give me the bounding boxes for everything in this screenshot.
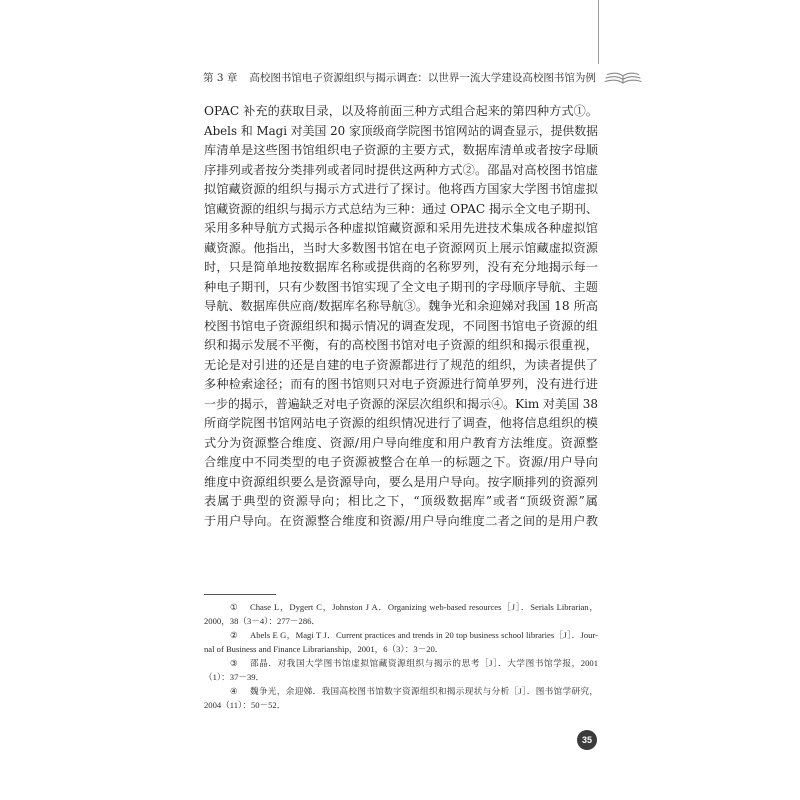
footnote-first-line [204, 629, 598, 643]
footnote-line: Abels E G，Magi T J．Current practices and trends in 20 top business school libraries［J］．Jour- [250, 630, 598, 640]
body-line: 拟馆藏资源的组织与揭示方式进行了探讨。他将西方国家大学图书馆虚拟 [204, 182, 598, 196]
body-line: 馆藏资源的组织与揭示方式总结为三种：通过 OPAC 揭示全文电子期刊、 [204, 201, 598, 216]
body-line: 织和揭示发展不平衡，有的高校图书馆对电子资源的组织和揭示很重视， [204, 338, 598, 352]
footnote-first-line [204, 601, 598, 615]
body-line: 序排列或者按分类排列或者同时提供这两种方式②。邵晶对高校图书馆虚 [204, 162, 598, 177]
body-line: OPAC 补充的获取目录，以及将前面三种方式组合起来的第四种方式①。 [204, 104, 598, 118]
footnote-line: nal of Business and Finance Librarianship，2001，6（3）：3－20． [204, 643, 444, 654]
header-vertical-rule [598, 0, 599, 64]
body-line: 校图书馆电子资源组织和揭示情况的调查发现，不同图书馆电子资源的组 [204, 318, 598, 333]
footnote-line: 2004（11）：50－52． [204, 699, 286, 710]
running-header [203, 71, 595, 85]
footnote-marker: ② [230, 630, 238, 640]
footnote-line: 魏争光，余迎娣．我国高校图书馆数字资源组织和揭示现状与分析［J］．图书馆学研究， [250, 686, 598, 696]
footnote [204, 685, 598, 712]
body-line: 合维度中不同类型的电子资源被整合在单一的标题之下。资源/用户导向 [204, 455, 598, 469]
body-line: 表属于典型的资源导向；相比之下，“顶级数据库”或者“顶级资源”属 [204, 494, 598, 508]
body-line: 式分为资源整合维度、资源/用户导向维度和用户教育方法维度。资源整 [204, 435, 598, 450]
footnote-line: 邵晶．对我国大学图书馆虚拟馆藏资源组织与揭示的思考［J］．大学图书馆学报，2001 [250, 658, 598, 668]
body-line: 导航、数据库供应商/数据库名称导航③。魏争光和余迎娣对我国 18 所高 [204, 299, 598, 313]
footnote-separator [204, 594, 276, 595]
body-line: 采用多种导航方式揭示各种虚拟馆藏资源和采用先进技术集成各种虚拟馆 [204, 221, 598, 235]
footnote-first-line [204, 685, 598, 699]
footnote [204, 657, 598, 684]
body-line: 一步的揭示，普遍缺乏对电子资源的深层次组织和揭示④。Kim 对美国 38 [204, 396, 598, 411]
footnote-marker: ③ [230, 658, 238, 668]
footnote [204, 601, 598, 628]
body-line: 无论是对引进的还是自建的电子资源都进行了规范的组织，为读者提供了 [204, 357, 598, 372]
footnote-first-line [204, 657, 598, 671]
footnotes [204, 601, 598, 713]
body-line: 种电子期刊，只有少数图书馆实现了全文电子期刊的字母顺序导航、主题 [204, 279, 598, 294]
footnote-line: Chase L，Dygert C，Johnston J A．Organizing web-based resources［J］．Serials Librarian， [250, 602, 598, 612]
body-line: 维度中资源组织要么是资源导向，要么是用户导向。按字顺排列的资源列 [204, 474, 598, 489]
footnote-marker: ① [230, 602, 238, 612]
body-line: 多种检索途径；而有的图书馆则只对电子资源进行简单罗列，没有进行进 [204, 377, 598, 391]
footnote-line: 2000，38（3－4）：277－286． [204, 615, 321, 626]
chapter-title: 高校图书馆电子资源组织与揭示调查：以世界一流大学建设高校图书馆为例 [249, 72, 596, 84]
body-line: 库清单是这些图书馆组织电子资源的主要方式，数据库清单或者按字母顺 [204, 143, 598, 157]
open-book-icon [604, 67, 642, 87]
body-line: 所商学院图书馆网站电子资源的组织情况进行了调查，他将信息组织的模 [204, 416, 598, 430]
body-text [204, 102, 598, 531]
footnote-marker: ④ [230, 686, 238, 696]
footnote [204, 629, 598, 656]
body-line: 藏资源。他指出，当时大多数图书馆在电子资源网页上展示馆藏虚拟资源 [204, 240, 598, 255]
chapter-label: 第 3 章 [203, 72, 238, 84]
body-line: 时，只是简单地按数据库名称或提供商的名称罗列，没有充分地揭示每一 [204, 260, 598, 274]
page-number-badge: 35 [577, 730, 597, 750]
footnote-line: （1）：37－39． [204, 671, 265, 682]
body-line: Abels 和 Magi 对美国 20 家顶级商学院图书馆网站的调查显示，提供数据 [204, 123, 598, 138]
body-line: 于用户导向。在资源整合维度和资源/用户导向维度二者之间的是用户教 [204, 513, 598, 528]
